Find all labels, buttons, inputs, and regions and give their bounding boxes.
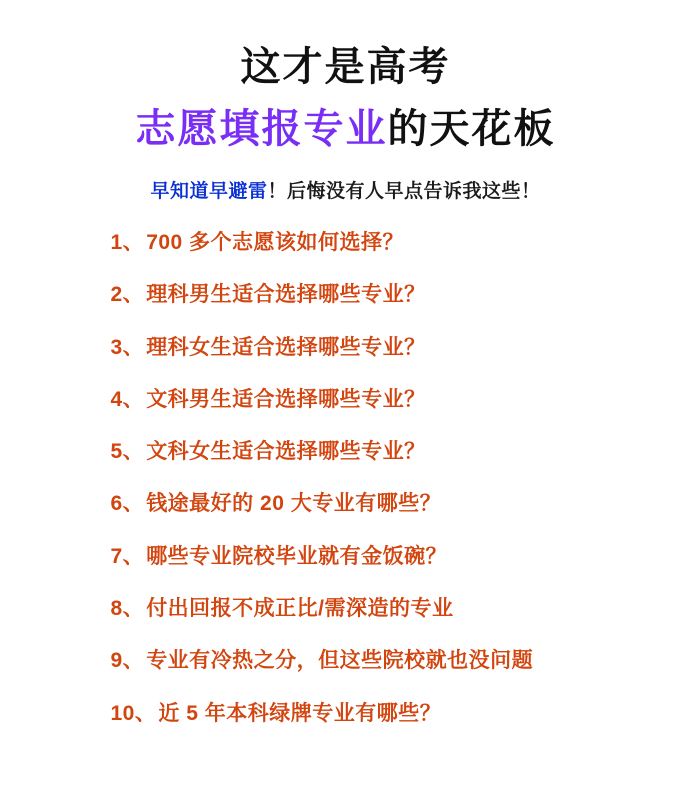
list-item (111, 543, 581, 570)
list-item-index: 3、 (110, 335, 145, 359)
subtitle (150, 176, 540, 203)
list-item-label: 专业有冷热之分，但这些院校就也没问题 (146, 649, 534, 673)
list-item-label: 理科男生适合选择哪些专业？ (146, 283, 426, 307)
list-item-index: 10、 (110, 701, 157, 725)
list-item-index: 9、 (110, 649, 145, 673)
list-item-label: 文科男生适合选择哪些专业？ (146, 387, 426, 411)
list-item-index: 1、 (110, 231, 145, 254)
list-item (111, 595, 581, 622)
page-title-line2-rest: 的天花板 (387, 107, 556, 151)
subtitle-rest: ！后悔没有人早点告诉我这些！ (267, 181, 541, 202)
list-item-label: 700 多个志愿该如何选择？ (146, 231, 405, 254)
list-item-label: 近 5 年本科绿牌专业有哪些？ (158, 701, 442, 725)
list-item (111, 700, 581, 727)
list-item (111, 281, 581, 308)
list-item-label: 哪些专业院校毕业就有金饭碗？ (146, 544, 448, 568)
list-item (111, 490, 581, 517)
list-item-label: 付出回报不成正比/需深造的专业 (146, 597, 454, 621)
list-item (111, 386, 581, 413)
list-item (111, 229, 581, 256)
list-item-index: 2、 (110, 283, 145, 307)
list-item-index: 7、 (110, 544, 145, 568)
title-block (28, 42, 663, 156)
list-item-index: 5、 (110, 440, 145, 464)
list-item-index: 8、 (110, 597, 145, 621)
page-title-line1: 这才是高考 (240, 45, 451, 89)
list-item-label: 文科女生适合选择哪些专业？ (146, 440, 426, 464)
question-list (28, 229, 663, 727)
list-item-label: 理科女生适合选择哪些专业？ (146, 335, 426, 359)
page-title-line2 (28, 102, 663, 156)
list-item-index: 4、 (110, 387, 145, 411)
list-item (111, 438, 581, 465)
subtitle-highlight: 早知道早避雷 (150, 181, 268, 202)
list-item-index: 6、 (110, 492, 145, 516)
list-item (111, 647, 581, 674)
list-item-label: 钱途最好的 20 大专业有哪些？ (146, 492, 442, 516)
list-item (111, 334, 581, 361)
page-title-highlight: 志愿填报专业 (135, 107, 388, 151)
